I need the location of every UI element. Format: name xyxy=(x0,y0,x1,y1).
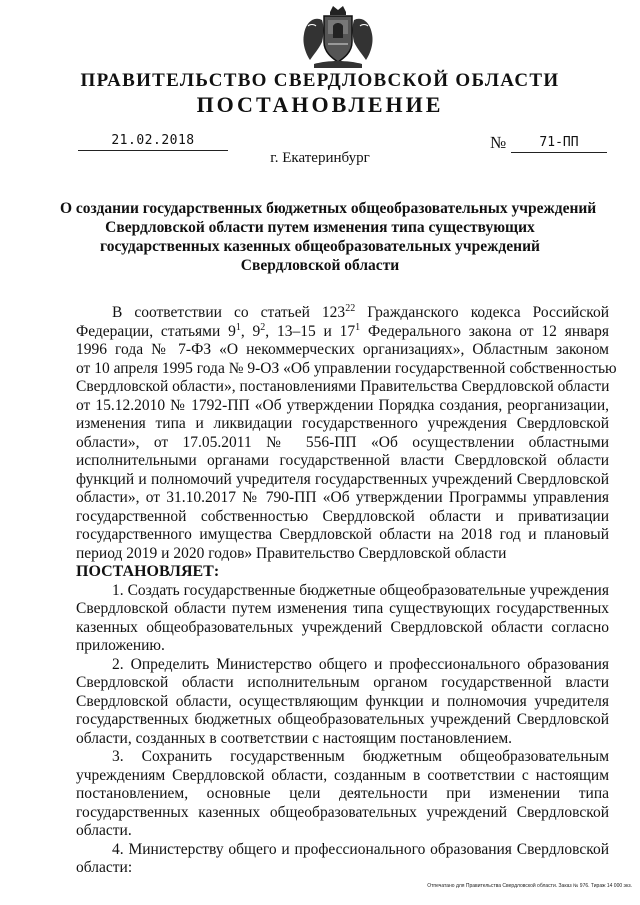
document-city: г. Екатеринбург xyxy=(270,150,370,166)
text-line: от 15.12.2010 № 1792-ПП «Об утверждении Порядка создания, реорганизации, xyxy=(76,396,609,414)
text-line: Свердловской области путем изменения типа существующих государственных xyxy=(76,600,609,617)
text-line: 4. Министерству общего и профессионального образования Свердловской xyxy=(112,840,609,858)
text-line: приложению. xyxy=(76,637,165,654)
document-title xyxy=(60,199,597,275)
text-line: области», от 17.05.2011 № 556-ПП «Об осуществлении областными xyxy=(76,433,609,451)
number-sign: № xyxy=(490,133,507,152)
text-line: от 10 апреля 1995 года № 9-ОЗ «Об управлении государственной собственностью xyxy=(76,359,617,377)
text-run: Гражданского кодекса Российской xyxy=(355,304,609,321)
text-line: области», от 31.10.2017 № 790-ПП «Об утверждении Программы управления xyxy=(76,489,609,506)
text-line: Свердловской области исполнительным органом государственной власти xyxy=(76,674,609,691)
text-line: Свердловской области», постановлениями Правительства Свердловской области xyxy=(76,378,610,395)
text-run: Федерального закона от 12 января xyxy=(360,322,609,340)
title-line: государственных казенных общеобразовательных учреждений xyxy=(100,238,540,255)
text-line: постановлением, основные цели деятельности при изменении типа xyxy=(76,785,609,802)
text-line: 1996 года № 7-ФЗ «О некоммерческих организациях», Областным законом xyxy=(76,341,609,358)
preamble-paragraph xyxy=(76,303,617,563)
text-line xyxy=(76,323,609,342)
item-paragraph-4 xyxy=(76,841,609,878)
superscript: 1 xyxy=(355,321,361,333)
title-line: О создании государственных бюджетных общеобразовательных учреждений xyxy=(60,200,597,217)
text-run: , 13–15 и 17 xyxy=(265,322,356,340)
text-line: период 2019 и 2020 годов» Правительство Свердловской области xyxy=(76,544,507,562)
text-line xyxy=(76,304,609,323)
document-date: 21.02.2018 xyxy=(111,133,195,148)
superscript: 2 xyxy=(260,321,266,333)
document-body xyxy=(76,303,617,878)
text-line: изменения типа и ликвидации государственного учреждения Свердловской xyxy=(76,415,609,432)
title-line: Свердловской области xyxy=(240,257,400,274)
document-number: 71-ПП xyxy=(539,135,579,150)
text-line: исполнительными органами государственной власти Свердловской области xyxy=(76,452,609,469)
superscript: 22 xyxy=(345,303,356,314)
text-line: области: xyxy=(76,859,133,876)
resolves-heading: ПОСТАНОВЛЯЕТ: xyxy=(76,563,220,580)
text-line: 2. Определить Министерство общего и профессионального образования xyxy=(112,655,609,673)
text-line: функций и полномочий учредителя государственных учреждений Свердловской xyxy=(76,470,609,488)
text-line: государственной собственностью Свердловской области и приватизации xyxy=(76,507,609,525)
print-footer: Отпечатано для Правительства Свердловской области. Заказ № 976. Тираж 14 000 экз. xyxy=(427,883,632,889)
text-line: учреждениям Свердловской области, созданным в соответствии с настоящим xyxy=(76,766,609,784)
text-line: 3. Сохранить государственным бюджетным общеобразовательным xyxy=(112,748,609,765)
document-type: ПОСТАНОВЛЕНИЕ xyxy=(196,92,444,117)
text-run: , 9 xyxy=(240,322,261,340)
superscript: 1 xyxy=(235,321,241,333)
item-paragraph-2 xyxy=(76,656,609,749)
text-line: 1. Создать государственные бюджетные общеобразовательные учреждения xyxy=(112,581,609,599)
text-line: государственных казенных общеобразовательных учреждений Свердловской xyxy=(76,803,609,821)
text-line: области, созданных в соответствии с настоящим постановлением. xyxy=(76,729,513,747)
text-line: государственных бюджетных общеобразовательных учреждений Свердловской xyxy=(76,711,609,728)
text-line: государственного имущества Свердловской области на 2018 год и плановый xyxy=(76,526,609,543)
coat-of-arms-emblem xyxy=(300,4,376,70)
text-line: Свердловской области, осуществляющим функции и полномочия учредителя xyxy=(76,692,609,710)
organization-name: ПРАВИТЕЛЬСТВО СВЕРДЛОВСКОЙ ОБЛАСТИ xyxy=(80,70,560,91)
item-paragraph-1 xyxy=(76,582,609,656)
title-line: Свердловской области путем изменения типа существующих xyxy=(105,219,535,236)
item-paragraph-3 xyxy=(76,748,609,841)
text-line: казенных общеобразовательных учреждений Свердловской области согласно xyxy=(76,618,609,636)
text-run: Федерации, статьями 9 xyxy=(76,322,236,340)
text-line: области. xyxy=(76,822,132,839)
text-run: В соответствии со статьей 123 xyxy=(112,304,346,321)
